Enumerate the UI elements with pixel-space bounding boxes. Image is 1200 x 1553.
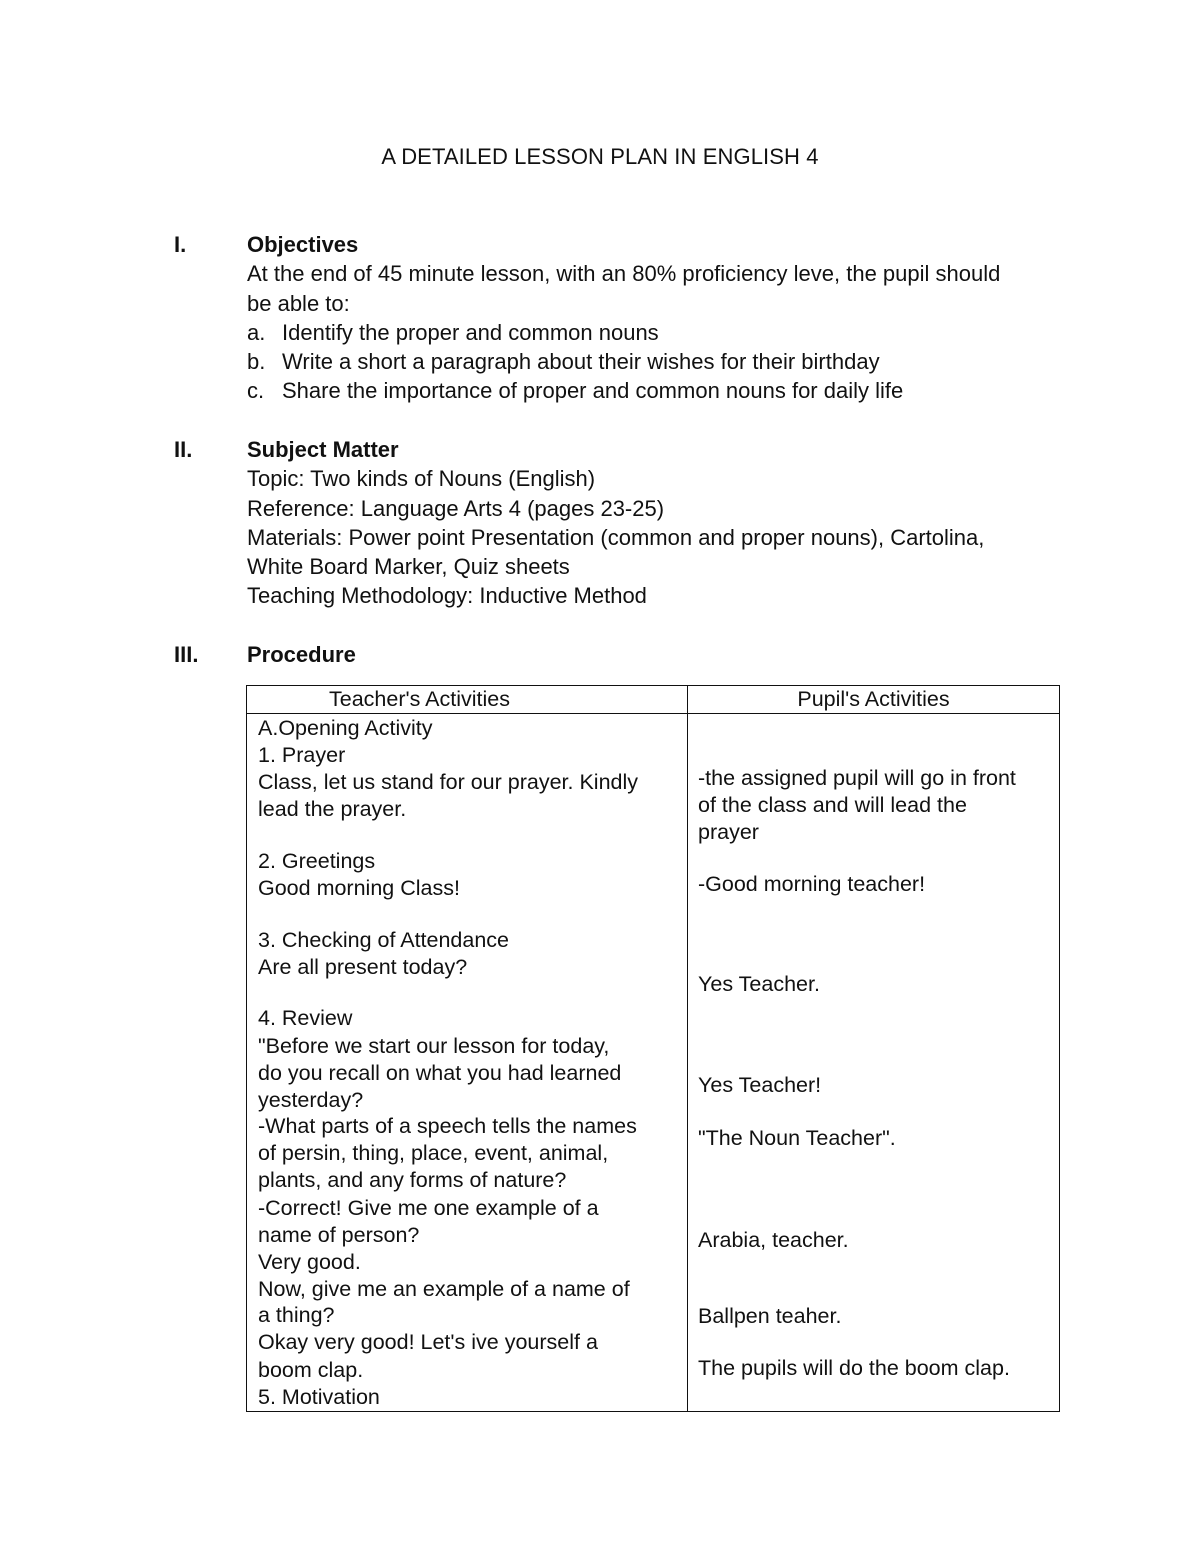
- objective-letter: b.: [247, 349, 266, 375]
- pupil-activities-cell: [688, 714, 1060, 1412]
- section-number: III.: [174, 642, 199, 667]
- objectives-intro-line: be able to:: [247, 290, 350, 316]
- section-heading: Objectives: [247, 232, 359, 257]
- pupil-activities-header: Pupil's Activities: [688, 686, 1060, 714]
- teacher-activities-cell: [247, 714, 688, 1412]
- teacher-line: boom clap.: [258, 1358, 364, 1382]
- pupil-line: "The Noun Teacher".: [698, 1126, 896, 1150]
- teacher-line: "Before we start our lesson for today,: [258, 1034, 610, 1058]
- objective-text: Share the importance of proper and common nouns for daily life: [282, 378, 904, 404]
- teacher-line: 1. Prayer: [258, 743, 346, 767]
- reference-line: Reference: Language Arts 4 (pages 23-25): [247, 495, 665, 521]
- teacher-line: Good morning Class!: [258, 876, 460, 900]
- teacher-line: of persin, thing, place, event, animal,: [258, 1141, 609, 1165]
- objective-item: [247, 318, 1062, 347]
- objectives-intro-line: At the end of 45 minute lesson, with an 80% proficiency leve, the pupil should: [247, 261, 1001, 287]
- teacher-line: 4. Review: [258, 1006, 353, 1030]
- teacher-line: plants, and any forms of nature?: [258, 1168, 567, 1192]
- teacher-activities-header: Teacher's Activities: [247, 686, 688, 714]
- pupil-line: The pupils will do the boom clap.: [698, 1356, 1010, 1380]
- teacher-line: yesterday?: [258, 1088, 364, 1112]
- objective-letter: c.: [247, 378, 265, 404]
- objective-item: [247, 347, 1062, 376]
- section-heading: Procedure: [247, 642, 356, 667]
- teacher-line: -What parts of a speech tells the names: [258, 1114, 637, 1138]
- methodology-line: Teaching Methodology: Inductive Method: [247, 583, 647, 609]
- teacher-line: name of person?: [258, 1223, 420, 1247]
- materials-line: Materials: Power point Presentation (common and proper nouns), Cartolina,: [247, 524, 985, 550]
- teacher-line: Class, let us stand for our prayer. Kindly: [258, 770, 639, 794]
- teacher-line: 5. Motivation: [258, 1385, 380, 1409]
- teacher-line: 2. Greetings: [258, 849, 376, 873]
- table-row: [247, 714, 1060, 1412]
- teacher-line: Now, give me an example of a name of: [258, 1277, 630, 1301]
- teacher-line: a thing?: [258, 1303, 335, 1327]
- teacher-line: Okay very good! Let's ive yourself a: [258, 1330, 598, 1354]
- teacher-line: -Correct! Give me one example of a: [258, 1196, 599, 1220]
- procedure-table: [246, 685, 1060, 1412]
- section-number: II.: [174, 437, 193, 462]
- pupil-line: Yes Teacher!: [698, 1073, 822, 1097]
- pupil-line: -Good morning teacher!: [698, 872, 926, 896]
- teacher-line: 3. Checking of Attendance: [258, 928, 510, 952]
- materials-line: White Board Marker, Quiz sheets: [247, 554, 570, 580]
- teacher-line: Very good.: [258, 1250, 361, 1274]
- section-number: I.: [174, 232, 187, 257]
- teacher-line: lead the prayer.: [258, 797, 407, 821]
- objective-text: Write a short a paragraph about their wishes for their birthday: [282, 349, 880, 375]
- pupil-line: Arabia, teacher.: [698, 1228, 849, 1252]
- teacher-line: A.Opening Activity: [258, 716, 433, 740]
- section-heading: Subject Matter: [247, 437, 399, 462]
- table-header-row: [247, 686, 1060, 714]
- pupil-line: Yes Teacher.: [698, 972, 820, 996]
- pupil-line: Ballpen teaher.: [698, 1304, 842, 1328]
- pupil-line: prayer: [698, 820, 759, 844]
- objective-text: Identify the proper and common nouns: [282, 319, 659, 345]
- document-title: A DETAILED LESSON PLAN IN ENGLISH 4: [381, 144, 819, 169]
- objective-letter: a.: [247, 319, 266, 345]
- topic-line: Topic: Two kinds of Nouns (English): [247, 466, 596, 492]
- teacher-line: Are all present today?: [258, 955, 468, 979]
- pupil-line: of the class and will lead the: [698, 793, 967, 817]
- teacher-line: do you recall on what you had learned: [258, 1061, 622, 1085]
- objective-item: [247, 376, 1062, 405]
- pupil-line: -the assigned pupil will go in front: [698, 766, 1016, 790]
